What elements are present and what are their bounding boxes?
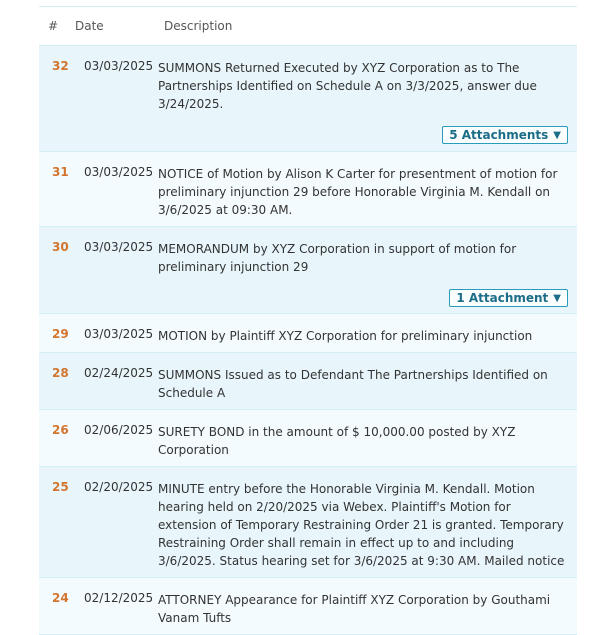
docket-table [39,6,577,635]
entry-number: 24 [52,591,69,605]
triangle-down-icon: ▼ [553,292,561,304]
triangle-down-icon: ▼ [553,129,561,141]
header-description: Description [164,19,233,33]
entry-date: 03/03/2025 [84,327,154,341]
attachments-label: 1 Attachment [456,291,549,305]
docket-entry [39,410,577,467]
docket-entry [39,314,577,353]
entry-number: 26 [52,423,69,437]
entry-description: SURETY BOND in the amount of $ 10,000.00 posted by XYZ Corporation [158,425,516,457]
entry-date: 03/03/2025 [84,165,154,179]
entry-date: 02/06/2025 [84,423,154,437]
docket-entry [39,152,577,227]
docket-entry [39,227,577,314]
entry-description: ATTORNEY Appearance for Plaintiff XYZ Corporation by Gouthami Vanam Tufts [158,593,551,625]
header-date: Date [75,19,104,33]
entry-number: 28 [52,366,69,380]
entry-number: 32 [52,59,69,73]
header-number: # [48,19,59,33]
entry-number: 30 [52,240,69,254]
entry-date: 02/20/2025 [84,480,154,494]
entry-description: SUMMONS Issued as to Defendant The Partnerships Identified on Schedule A [158,368,548,400]
entry-date: 02/24/2025 [84,366,154,380]
docket-entry [39,353,577,410]
docket-entry [39,46,577,152]
entry-date: 03/03/2025 [84,59,154,73]
attachments-label: 5 Attachments [449,128,549,142]
entry-number: 25 [52,480,69,494]
entry-description: NOTICE of Motion by Alison K Carter for presentment of motion for preliminary injunction 29 before Honorable Virginia M. Kendall on 3/6/2025 at 09:30 AM. [158,167,558,217]
entry-number: 29 [52,327,69,341]
entry-description: MEMORANDUM by XYZ Corporation in support of motion for preliminary injunction 29 [158,242,517,274]
entry-number: 31 [52,165,69,179]
entry-description: SUMMONS Returned Executed by XYZ Corporation as to The Partnerships Identified on Schedule A on 3/3/2025, answer due 3/24/2025. [158,61,537,111]
docket-entry [39,578,577,635]
entry-description: MINUTE entry before the Honorable Virginia M. Kendall. Motion hearing held on 2/20/2025 via Webex. Plaintiff's Motion for extension of Temporary Restraining Order 21 is granted. Temporary Restraining Order shall remain in effect up to and including 3/6/2025. Status hearing set for 3/6/2025 at 9:30 AM. Mailed notice [158,482,565,568]
table-header [39,7,577,46]
entry-description: MOTION by Plaintiff XYZ Corporation for preliminary injunction [158,329,533,343]
entry-date: 03/03/2025 [84,240,154,254]
attachments-button[interactable] [442,126,568,144]
docket-entry [39,467,577,578]
entry-date: 02/12/2025 [84,591,154,605]
attachments-button[interactable] [449,289,568,307]
